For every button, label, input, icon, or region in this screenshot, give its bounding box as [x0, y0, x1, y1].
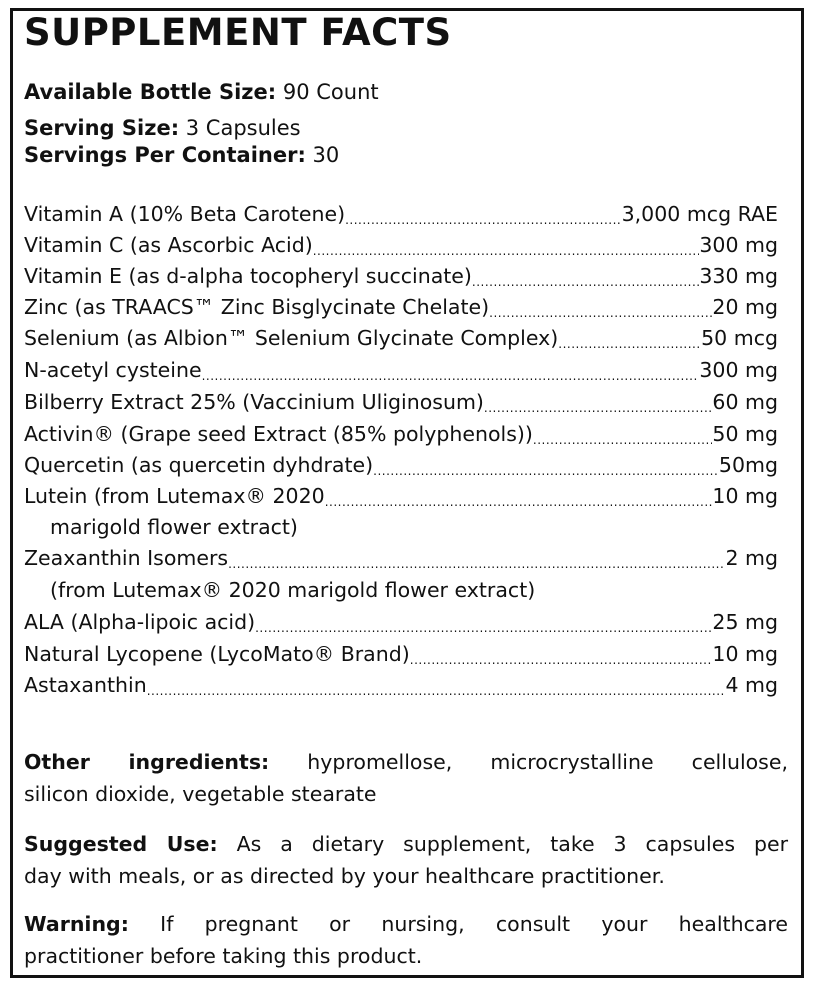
ingredient-name: Vitamin A (10% Beta Carotene) [24, 202, 346, 226]
ingredient-row [24, 644, 778, 665]
dot-leader [228, 548, 725, 569]
dot-leader [147, 675, 726, 696]
ingredient-name: Bilberry Extract 25% (Vaccinium Uliginosum) [24, 390, 484, 414]
dot-leader [373, 455, 719, 476]
servings-per-container-label: Servings Per Container: [24, 143, 306, 167]
dot-leader [410, 644, 713, 665]
dot-leader [558, 328, 701, 349]
ingredient-row [24, 235, 778, 256]
other-ingredients-label: Other ingredients: [24, 750, 270, 774]
suggested-use [24, 828, 788, 892]
warning [24, 908, 788, 972]
ingredient-row [24, 675, 778, 696]
ingredient-amount: 300 mg [699, 358, 778, 382]
warning-text1: If pregnant or nursing, consult your healthcare [128, 912, 788, 936]
ingredient-amount: 300 mg [699, 233, 778, 257]
ingredient-continuation: (from Lutemax® 2020 marigold flower extract) [50, 578, 536, 602]
other-ingredients [24, 746, 788, 810]
suggested-use-text1: As a dietary supplement, take 3 capsules per [217, 832, 788, 856]
warning-label: Warning: [24, 912, 129, 936]
ingredient-name: N-acetyl cysteine [24, 358, 202, 382]
ingredient-name: Selenium (as Albion™ Selenium Glycinate Complex) [24, 326, 559, 350]
warning-line1 [24, 908, 788, 940]
ingredient-row [24, 297, 778, 318]
dot-leader [325, 486, 713, 507]
bottle-size [24, 82, 379, 103]
ingredient-amount: 50mg [718, 453, 778, 477]
ingredient-amount: 3,000 mcg RAE [621, 202, 778, 226]
ingredient-amount: 50 mg [712, 422, 778, 446]
ingredient-row [24, 612, 778, 633]
ingredient-name: Activin® (Grape seed Extract (85% polyphenols)) [24, 422, 533, 446]
panel-title: SUPPLEMENT FACTS [24, 11, 452, 54]
suggested-use-line1 [24, 828, 788, 860]
ingredient-row [24, 360, 778, 381]
ingredient-continuation: marigold flower extract) [50, 515, 298, 539]
ingredient-name: Vitamin C (as Ascorbic Acid) [24, 233, 313, 257]
servings-per-container-value: 30 [305, 143, 340, 167]
dot-leader [484, 392, 712, 413]
other-ingredients-line1 [24, 746, 788, 778]
ingredient-amount: 10 mg [712, 484, 778, 508]
other-ingredients-text2: silicon dioxide, vegetable stearate [24, 782, 377, 806]
ingredient-amount: 20 mg [712, 295, 778, 319]
ingredient-name: Vitamin E (as d-alpha tocopheryl succinate) [24, 264, 472, 288]
ingredient-amount: 330 mg [699, 264, 778, 288]
bottle-size-value: 90 Count [276, 80, 379, 104]
ingredient-amount: 25 mg [712, 610, 778, 634]
warning-text2: practitioner before taking this product. [24, 944, 423, 968]
serving-size-label: Serving Size: [24, 116, 180, 140]
serving-size [24, 118, 301, 139]
ingredient-row [24, 392, 778, 413]
dot-leader [255, 612, 712, 633]
dot-leader [202, 360, 700, 381]
dot-leader [533, 424, 713, 445]
ingredient-name: Quercetin (as quercetin dyhdrate) [24, 453, 374, 477]
ingredient-amount: 4 mg [725, 673, 778, 697]
ingredient-row [24, 328, 778, 349]
bottle-size-label: Available Bottle Size: [24, 80, 277, 104]
ingredient-amount: 60 mg [712, 390, 778, 414]
ingredient-name: Natural Lycopene (LycoMato® Brand) [24, 642, 410, 666]
ingredient-name: Zinc (as TRAACS™ Zinc Bisglycinate Chelate) [24, 295, 490, 319]
suggested-use-text2: day with meals, or as directed by your healthcare practitioner. [24, 864, 665, 888]
ingredient-row [24, 455, 778, 476]
ingredient-name: Lutein (from Lutemax® 2020 [24, 484, 325, 508]
serving-size-value: 3 Capsules [179, 116, 301, 140]
ingredient-row [24, 266, 778, 287]
other-ingredients-text1: hypromellose, microcrystalline cellulose, [269, 750, 788, 774]
ingredient-amount: 2 mg [725, 546, 778, 570]
ingredient-row [24, 204, 778, 225]
ingredient-amount: 50 mcg [701, 326, 778, 350]
ingredient-row [24, 486, 778, 507]
dot-leader [345, 204, 622, 225]
ingredient-row [24, 548, 778, 569]
suggested-use-label: Suggested Use: [24, 832, 218, 856]
ingredient-row [24, 424, 778, 445]
dot-leader [313, 235, 700, 256]
ingredient-name: Astaxanthin [24, 673, 147, 697]
ingredient-amount: 10 mg [712, 642, 778, 666]
dot-leader [472, 266, 699, 287]
dot-leader [489, 297, 712, 318]
ingredient-name: Zeaxanthin Isomers [24, 546, 229, 570]
ingredient-name: ALA (Alpha-lipoic acid) [24, 610, 256, 634]
servings-per-container [24, 145, 339, 166]
